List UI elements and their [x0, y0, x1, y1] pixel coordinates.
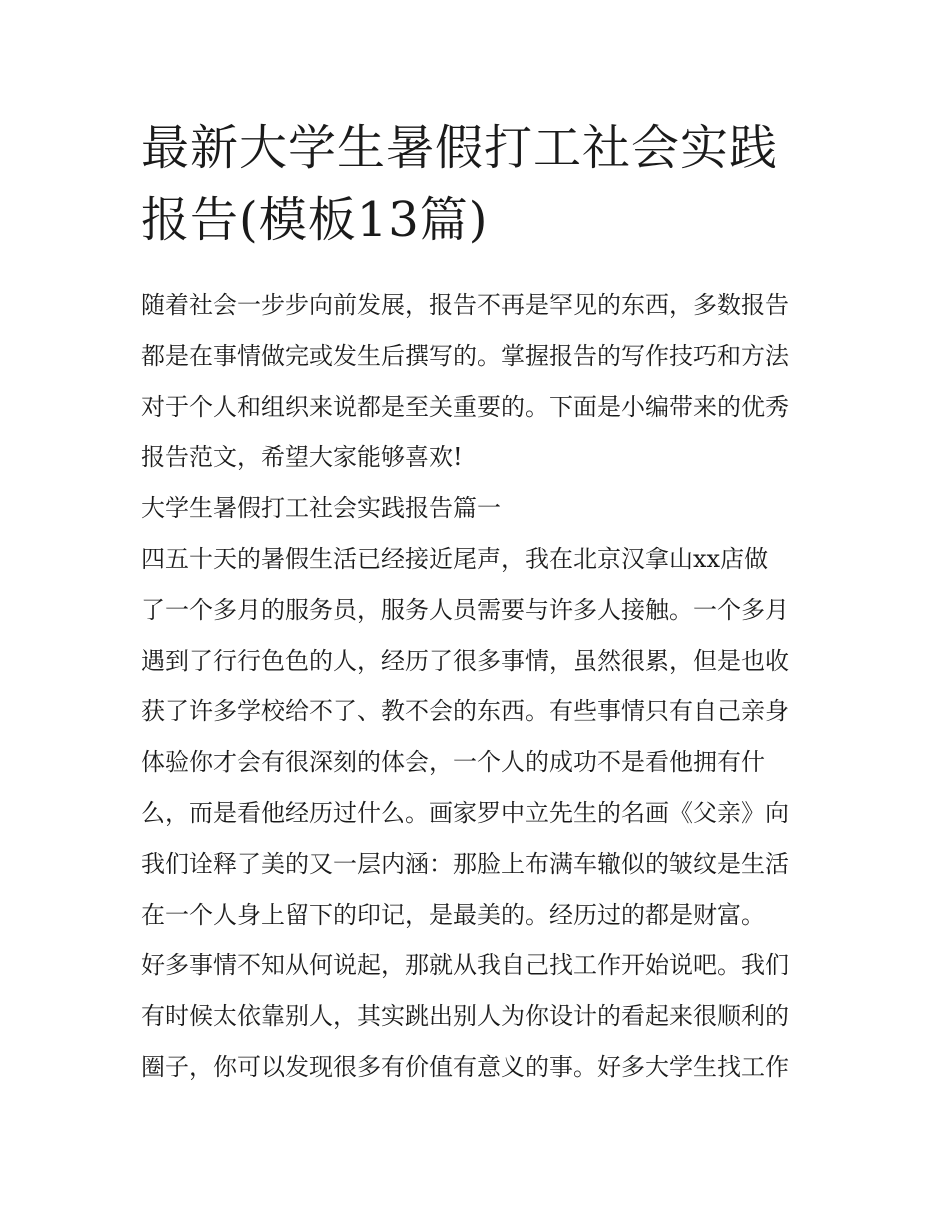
intro-line: 报告范文，希望大家能够喜欢!	[141, 443, 463, 472]
body-line: 么，而是看他经历过什么。画家罗中立先生的名画《父亲》向	[141, 798, 789, 827]
body-line: 我们诠释了美的又一层内涵：那脸上布满车辙似的皱纹是生活	[141, 849, 789, 878]
body-line: 了一个多月的服务员，服务人员需要与许多人接触。一个多月	[141, 595, 789, 624]
title-line: 报告(模板13篇)	[141, 192, 489, 248]
body-line: 圈子，你可以发现很多有价值有意义的事。好多大学生找工作	[141, 1052, 789, 1081]
body-line: 好多事情不知从何说起，那就从我自己找工作开始说吧。我们	[141, 951, 789, 980]
document-body	[141, 280, 813, 1093]
intro-line: 对于个人和组织来说都是至关重要的。下面是小编带来的优秀	[141, 392, 789, 421]
body-line: 遇到了行行色色的人，经历了很多事情，虽然很累，但是也收	[141, 646, 789, 675]
title-line: 最新大学生暑假打工社会实践	[141, 120, 779, 176]
intro-line: 随着社会一步步向前发展，报告不再是罕见的东西，多数报告	[141, 291, 789, 319]
body-line: 体验你才会有很深刻的体会，一个人的成功不是看他拥有什	[141, 748, 765, 777]
body-line: 四五十天的暑假生活已经接近尾声，我在北京汉拿山xx店做	[141, 544, 769, 573]
document-title	[141, 112, 821, 256]
body-line: 有时候太依靠别人，其实跳出别人为你设计的看起来很顺利的	[141, 1002, 789, 1031]
section-heading: 大学生暑假打工社会实践报告篇一	[141, 494, 501, 523]
intro-line: 都是在事情做完或发生后撰写的。掌握报告的写作技巧和方法	[141, 341, 789, 370]
body-line: 在一个人身上留下的印记，是最美的。经历过的都是财富。	[141, 900, 765, 929]
body-line: 获了许多学校给不了、教不会的东西。有些事情只有自己亲身	[141, 697, 789, 726]
